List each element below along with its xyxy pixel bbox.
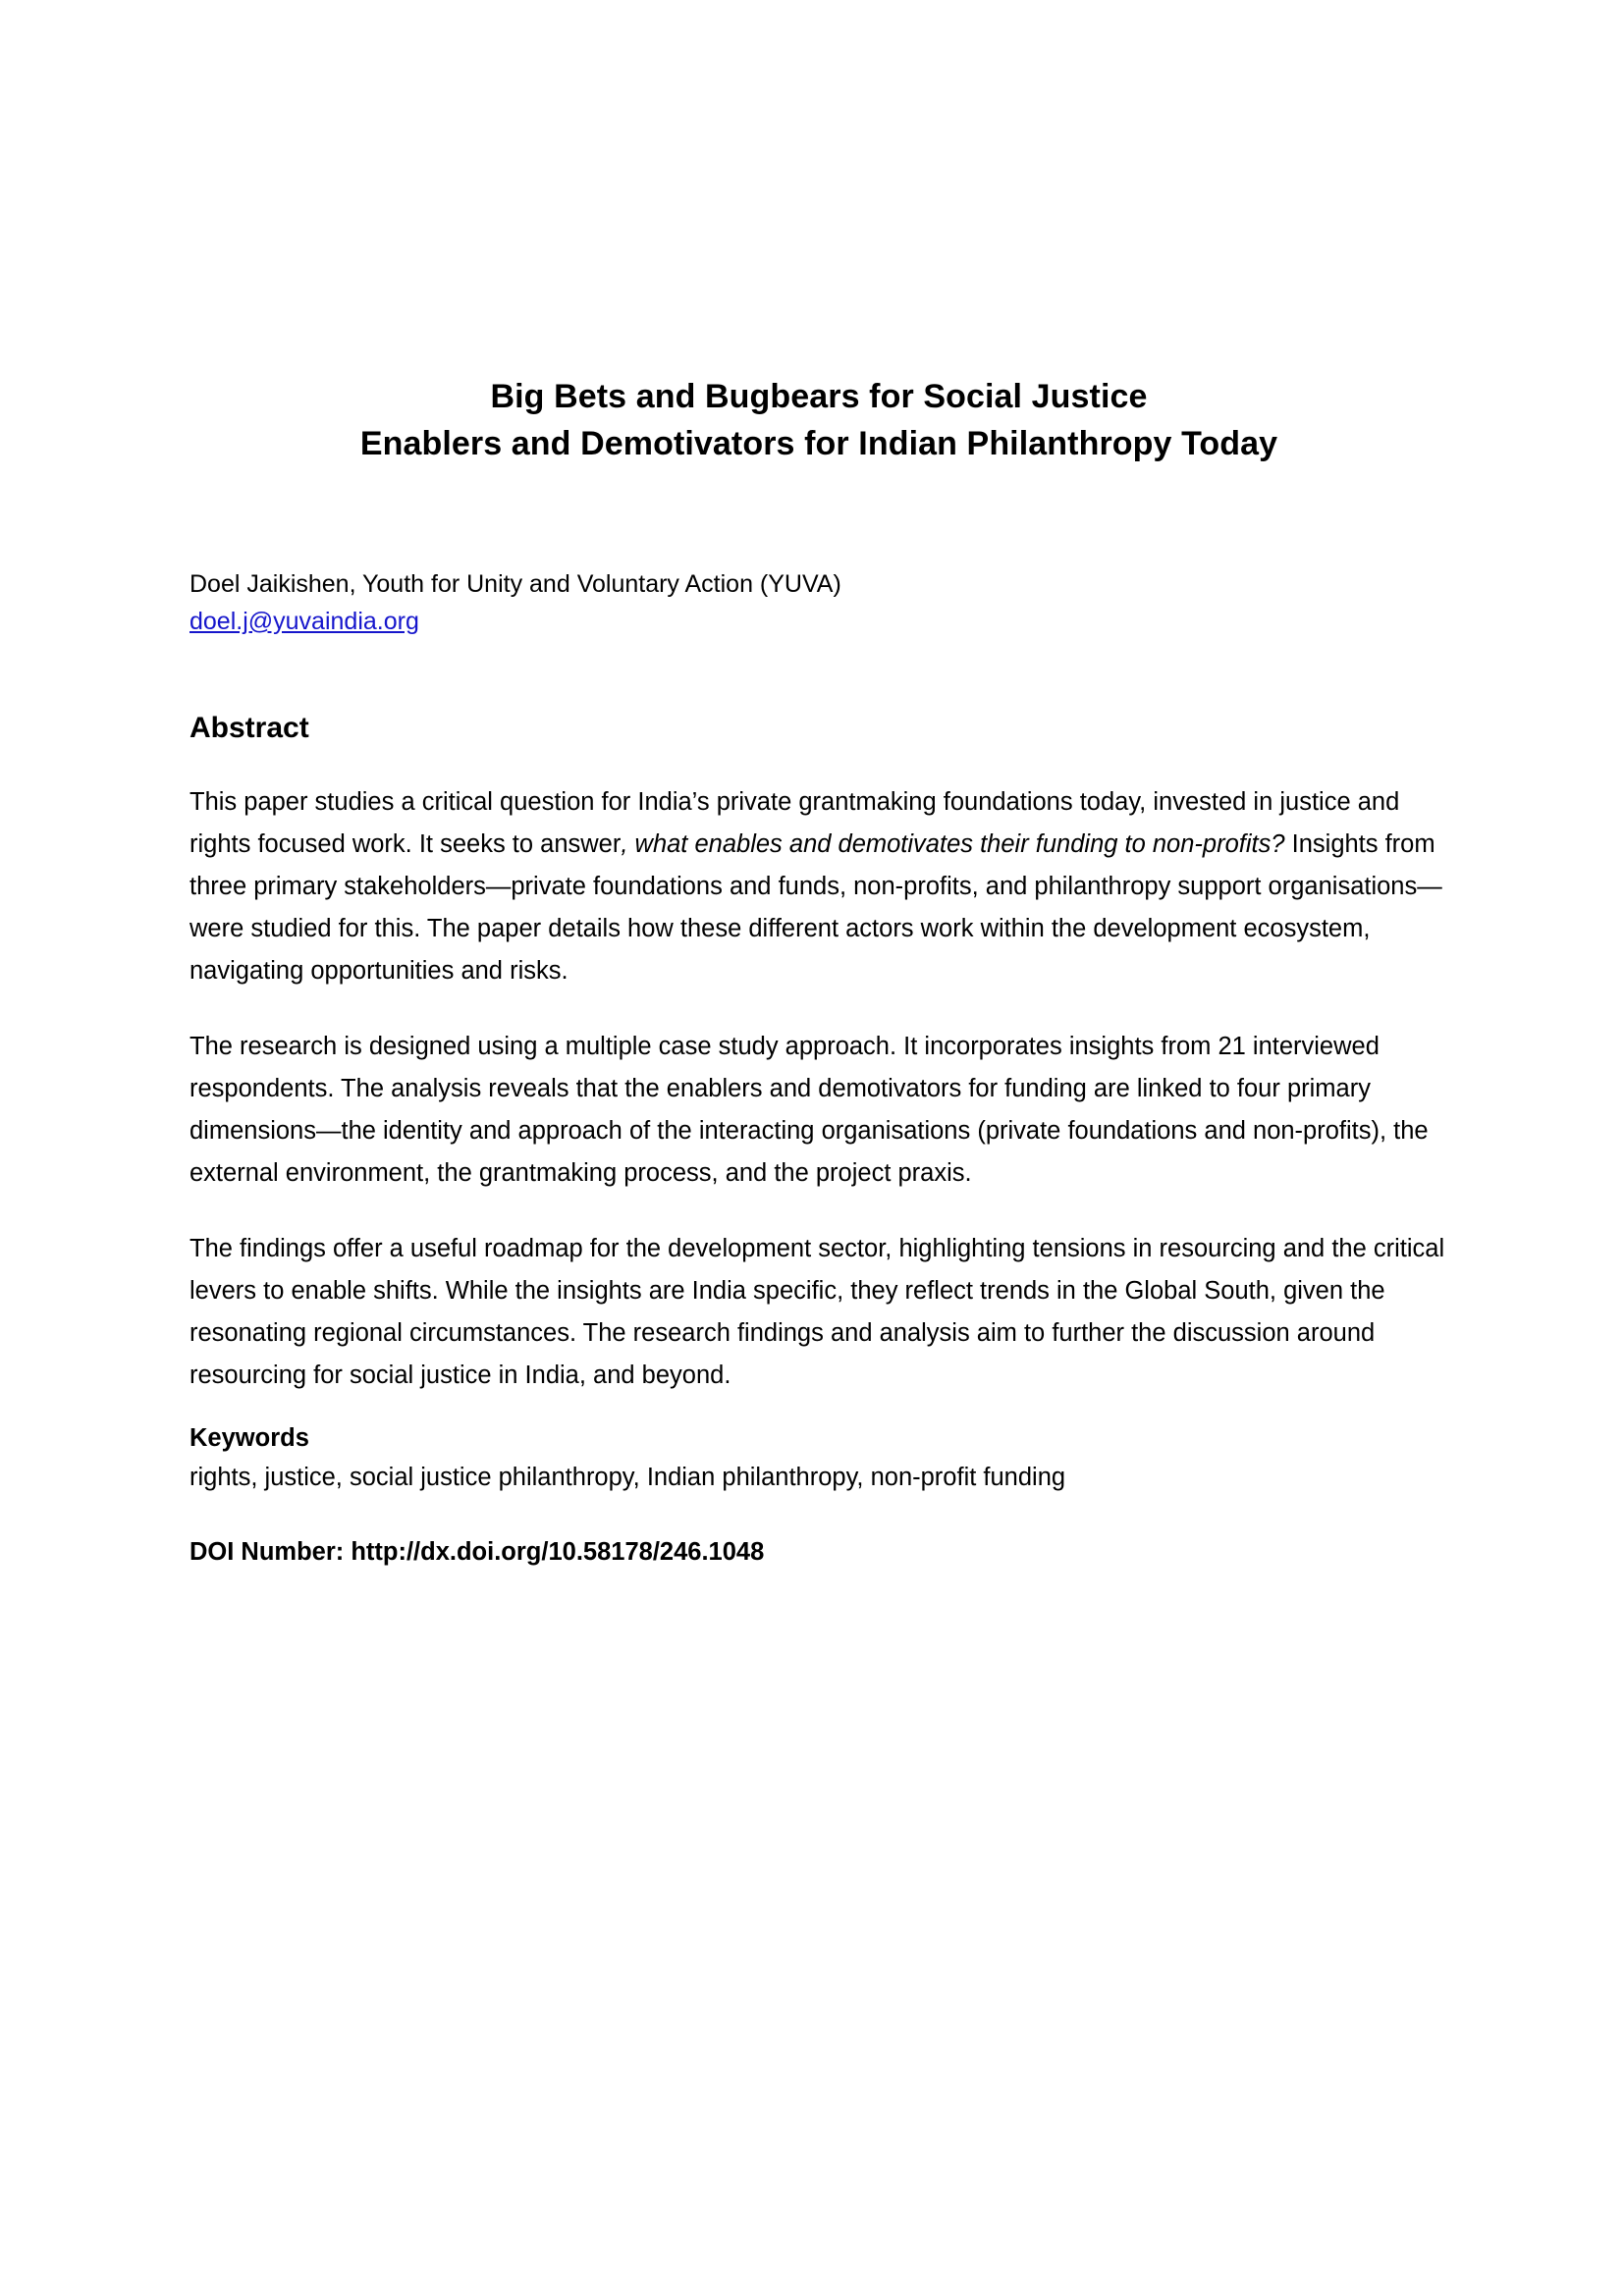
page-content-column	[189, 0, 1448, 1572]
doi-block	[189, 1532, 1448, 1572]
abstract-paragraph-3: The findings offer a useful roadmap for the development sector, highlighting tensions in resourcing and the critical levers to enable shifts. While the insights are India specific, they reflect trends in the Global South, given the resonating regional circumstances. The research findings and analysis aim to further the discussion around resourcing for social justice in India, and beyond.	[189, 1235, 1445, 1389]
paper-title-line-2: Enablers and Demotivators for Indian Philanthropy Today	[359, 425, 1278, 462]
keywords-values: rights, justice, social justice philanthropy, Indian philanthropy, non-profit funding	[189, 1464, 1066, 1491]
abstract-p1-part-2: Insights from three primary stakeholders—private foundations and funds, non-profits, and philanthropy support organisations—were studied for this. The paper details how these different actors work within the development ecosystem, navigating opportunities and risks.	[189, 830, 1442, 985]
keywords-block	[189, 1418, 1448, 1497]
paper-title	[189, 373, 1448, 467]
keywords-label: Keywords	[189, 1424, 309, 1452]
author-byline: Doel Jaikishen, Youth for Unity and Voluntary Action (YUVA)	[189, 570, 841, 598]
abstract-p1-italic: , what enables and demotivates their funding to non-profits?	[621, 830, 1285, 858]
abstract-paragraph-1	[189, 781, 1448, 992]
paper-title-line-1: Big Bets and Bugbears for Social Justice	[490, 378, 1148, 415]
abstract-paragraph-2: The research is designed using a multiple case study approach. It incorporates insights from 21 interviewed respondents. The analysis reveals that the enablers and demotivators for funding are linked to four primary dimensions—the identity and approach of the interacting organisations (private foundations and non-profits), the external environment, the grantmaking process, and the project praxis.	[189, 1033, 1429, 1187]
abstract-p1-part-1: This paper studies a critical question for India’s private grantmaking foundations today, invested in justice and rights focused work. It seeks to answer	[189, 788, 1400, 858]
abstract-heading: Abstract	[189, 712, 309, 744]
doi-number: DOI Number: http://dx.doi.org/10.58178/246.1048	[189, 1538, 765, 1566]
author-block	[189, 565, 1448, 640]
author-email-link[interactable]: doel.j@yuvaindia.org	[189, 608, 419, 635]
abstract-body	[189, 781, 1448, 1397]
